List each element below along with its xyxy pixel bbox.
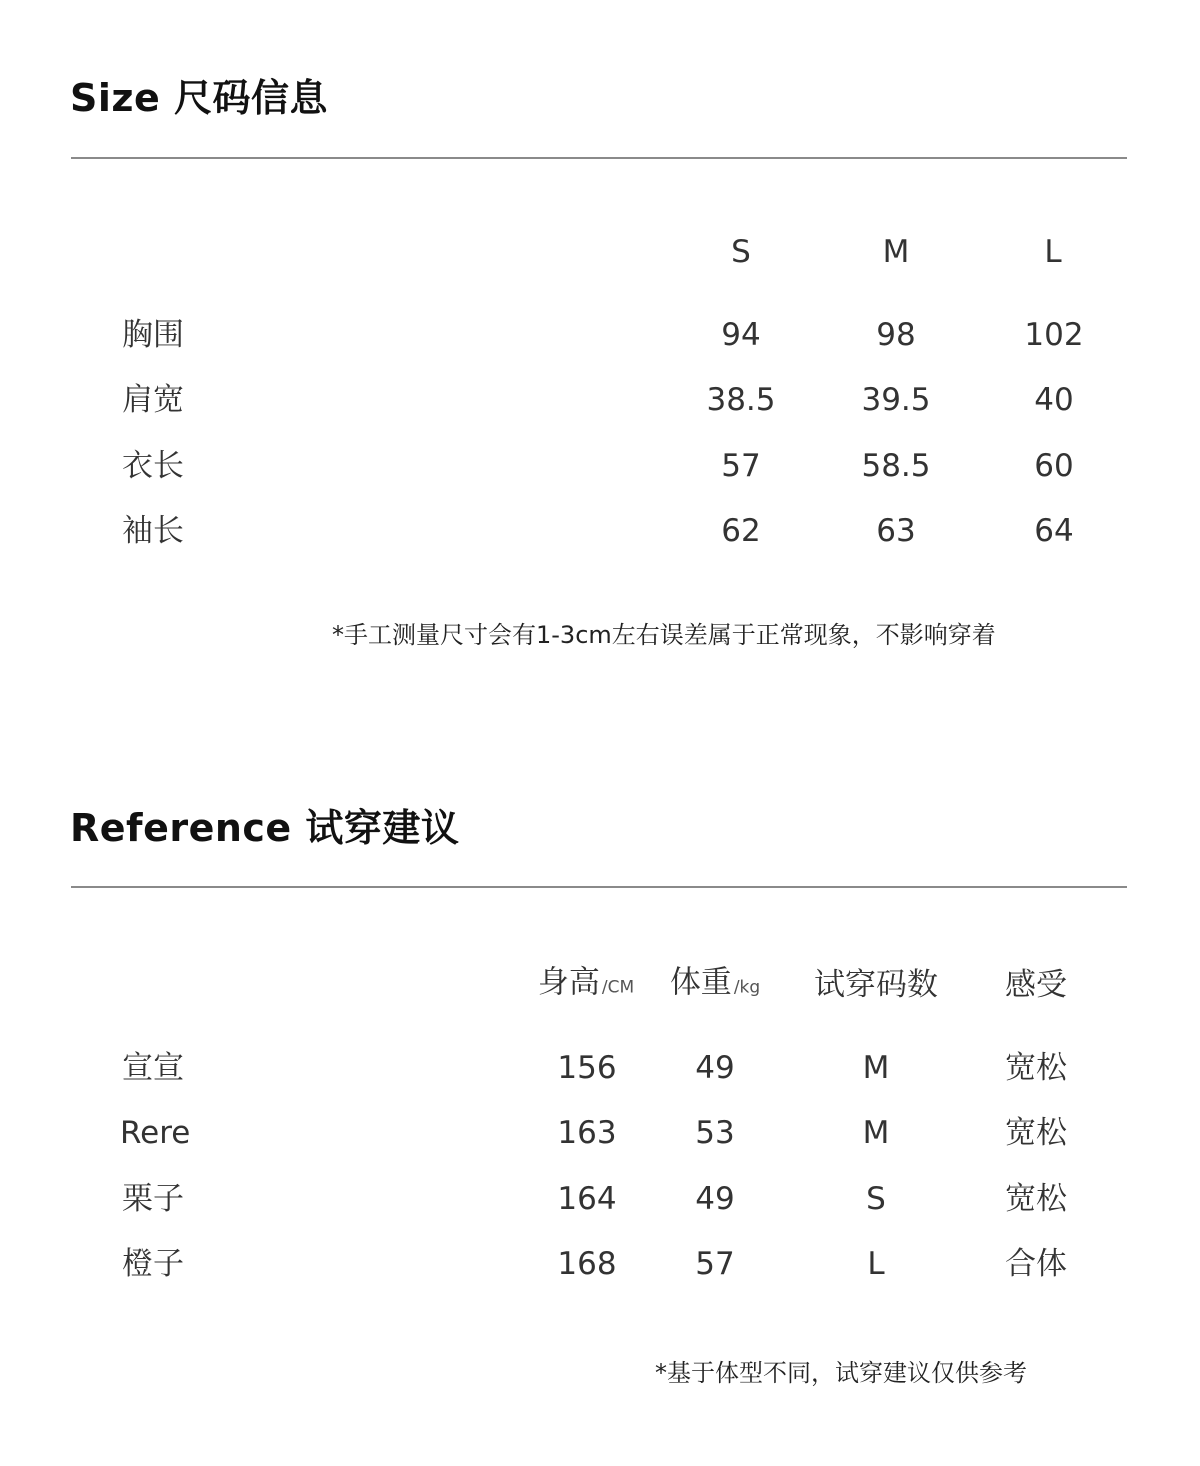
size-cell: 94 — [721, 317, 761, 353]
size-col-l: L — [1044, 234, 1062, 270]
size-cell: 62 — [721, 513, 761, 549]
size-cell: 39.5 — [861, 382, 931, 418]
size-cell: 64 — [1034, 513, 1074, 549]
ref-cell: 49 — [695, 1050, 735, 1086]
ref-col-weight — [670, 963, 760, 1008]
size-cell: 63 — [876, 513, 916, 549]
ref-cell: 156 — [557, 1050, 617, 1086]
size-cell: 60 — [1034, 448, 1074, 484]
ref-cell: M — [862, 1115, 890, 1151]
size-cell: 102 — [1024, 317, 1084, 353]
ref-cell: 49 — [695, 1181, 735, 1217]
size-cell: 98 — [876, 317, 916, 353]
ref-col-height — [538, 963, 634, 1008]
ref-col-weight-unit: /kg — [733, 977, 761, 998]
ref-row-label: 栗子 — [122, 1181, 184, 1217]
ref-row-label: 橙子 — [122, 1246, 184, 1282]
size-section-divider — [71, 157, 1127, 159]
ref-col-tried-size: 试穿码数 — [814, 967, 938, 1003]
size-note: *手工测量尺寸会有1-3cm左右误差属于正常现象，不影响穿着 — [332, 621, 996, 649]
ref-cell: 163 — [557, 1115, 617, 1151]
ref-cell: S — [866, 1181, 886, 1217]
size-row-label: 胸围 — [122, 317, 184, 353]
ref-cell: 合体 — [1005, 1246, 1067, 1282]
size-col-m: M — [882, 234, 910, 270]
size-row-label: 肩宽 — [122, 382, 184, 418]
size-cell: 58.5 — [861, 448, 931, 484]
reference-note: *基于体型不同，试穿建议仅供参考 — [655, 1359, 1027, 1387]
ref-row-label: Rere — [120, 1115, 191, 1151]
ref-cell: 宽松 — [1005, 1181, 1067, 1217]
reference-section-divider — [71, 886, 1127, 888]
ref-col-height-unit: /CM — [601, 977, 635, 998]
size-col-s: S — [731, 234, 751, 270]
size-cell: 57 — [721, 448, 761, 484]
ref-cell: 宽松 — [1005, 1115, 1067, 1151]
ref-col-height-label: 身高 — [537, 964, 600, 1001]
ref-col-feel: 感受 — [1005, 967, 1067, 1003]
ref-cell: 164 — [557, 1181, 617, 1217]
ref-cell: 53 — [695, 1115, 735, 1151]
size-row-label: 袖长 — [122, 513, 184, 549]
reference-section-title: Reference 试穿建议 — [70, 806, 460, 850]
ref-cell: 57 — [695, 1246, 735, 1282]
ref-cell: 168 — [557, 1246, 617, 1282]
size-cell: 38.5 — [706, 382, 776, 418]
ref-col-weight-label: 体重 — [669, 964, 732, 1001]
size-section-title: Size 尺码信息 — [70, 76, 329, 120]
ref-cell: 宽松 — [1005, 1050, 1067, 1086]
size-row-label: 衣长 — [122, 448, 184, 484]
size-cell: 40 — [1034, 382, 1074, 418]
ref-cell: L — [867, 1246, 885, 1282]
ref-row-label: 宣宣 — [122, 1050, 184, 1086]
ref-cell: M — [862, 1050, 890, 1086]
